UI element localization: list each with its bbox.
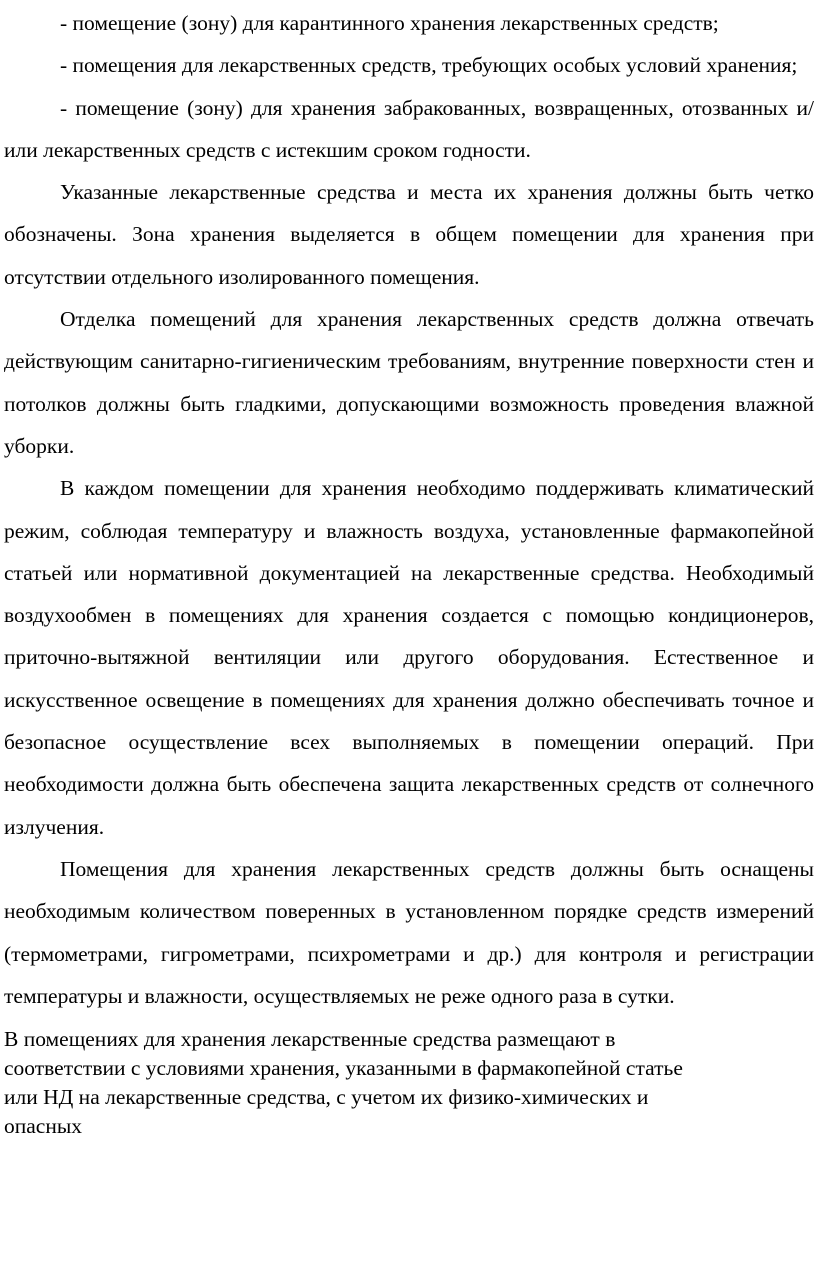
paragraph-quarantine-storage: - помещение (зону) для карантинного хранения лекарственных средств;	[60, 11, 719, 35]
paragraph-placement	[4, 1025, 814, 1141]
paragraph-climate-regime: В каждом помещении для хранения необходимо поддерживать климатический режим, соблюдая температуру и влажность воздуха, установленные фармакопейной статьей или нормативной документацией на лекарственные средства. Необходимый воздухообмен в помещениях для хранения создается с помощью кондиционеров, приточно-вытяжной вентиляции или другого оборудования. Естественное и искусственное освещение в помещениях для хранения должно обеспечивать точное и безопасное осуществление всех выполняемых в помещении операций. При необходимости должна быть обеспечена защита лекарственных средств от солнечного излучения.	[4, 476, 814, 839]
paragraph-labeling: Указанные лекарственные средства и места их хранения должны быть четко обозначены. Зона хранения выделяется в общем помещении для хранения при отсутствии отдельного изолированного помещения.	[4, 180, 814, 289]
placement-line-1: В помещениях для хранения лекарственные средства размещают в	[4, 1027, 616, 1052]
placement-line-2: соответствии с условиями хранения, указанными в фармакопейной статье	[4, 1056, 683, 1081]
paragraph-rejected-returned: - помещение (зону) для хранения забракованных, возвращенных, отозванных и/или лекарственных средств с истекшим сроком годности.	[4, 95, 814, 162]
placement-line-4: опасных	[4, 1114, 83, 1139]
placement-line-3: или НД на лекарственные средства, с учетом их физико-химических и	[4, 1085, 649, 1110]
paragraph-finishing-requirements: Отделка помещений для хранения лекарственных средств должна отвечать действующим санитарно-гигиеническим требованиям, внутренние поверхности стен и потолков должны быть гладкими, допускающими возможность проведения влажной уборки.	[4, 307, 814, 458]
paragraph-special-conditions: - помещения для лекарственных средств, требующих особых условий хранения;	[60, 53, 798, 78]
paragraph-measuring-instruments: Помещения для хранения лекарственных средств должны быть оснащены необходимым количеством поверенных в установленном порядке средств измерений (термометрами, гигрометрами, психрометрами и др.) для контроля и регистрации температуры и влажности, осуществляемых не реже одного раза в сутки.	[4, 856, 814, 1008]
document-page	[4, 0, 814, 1141]
